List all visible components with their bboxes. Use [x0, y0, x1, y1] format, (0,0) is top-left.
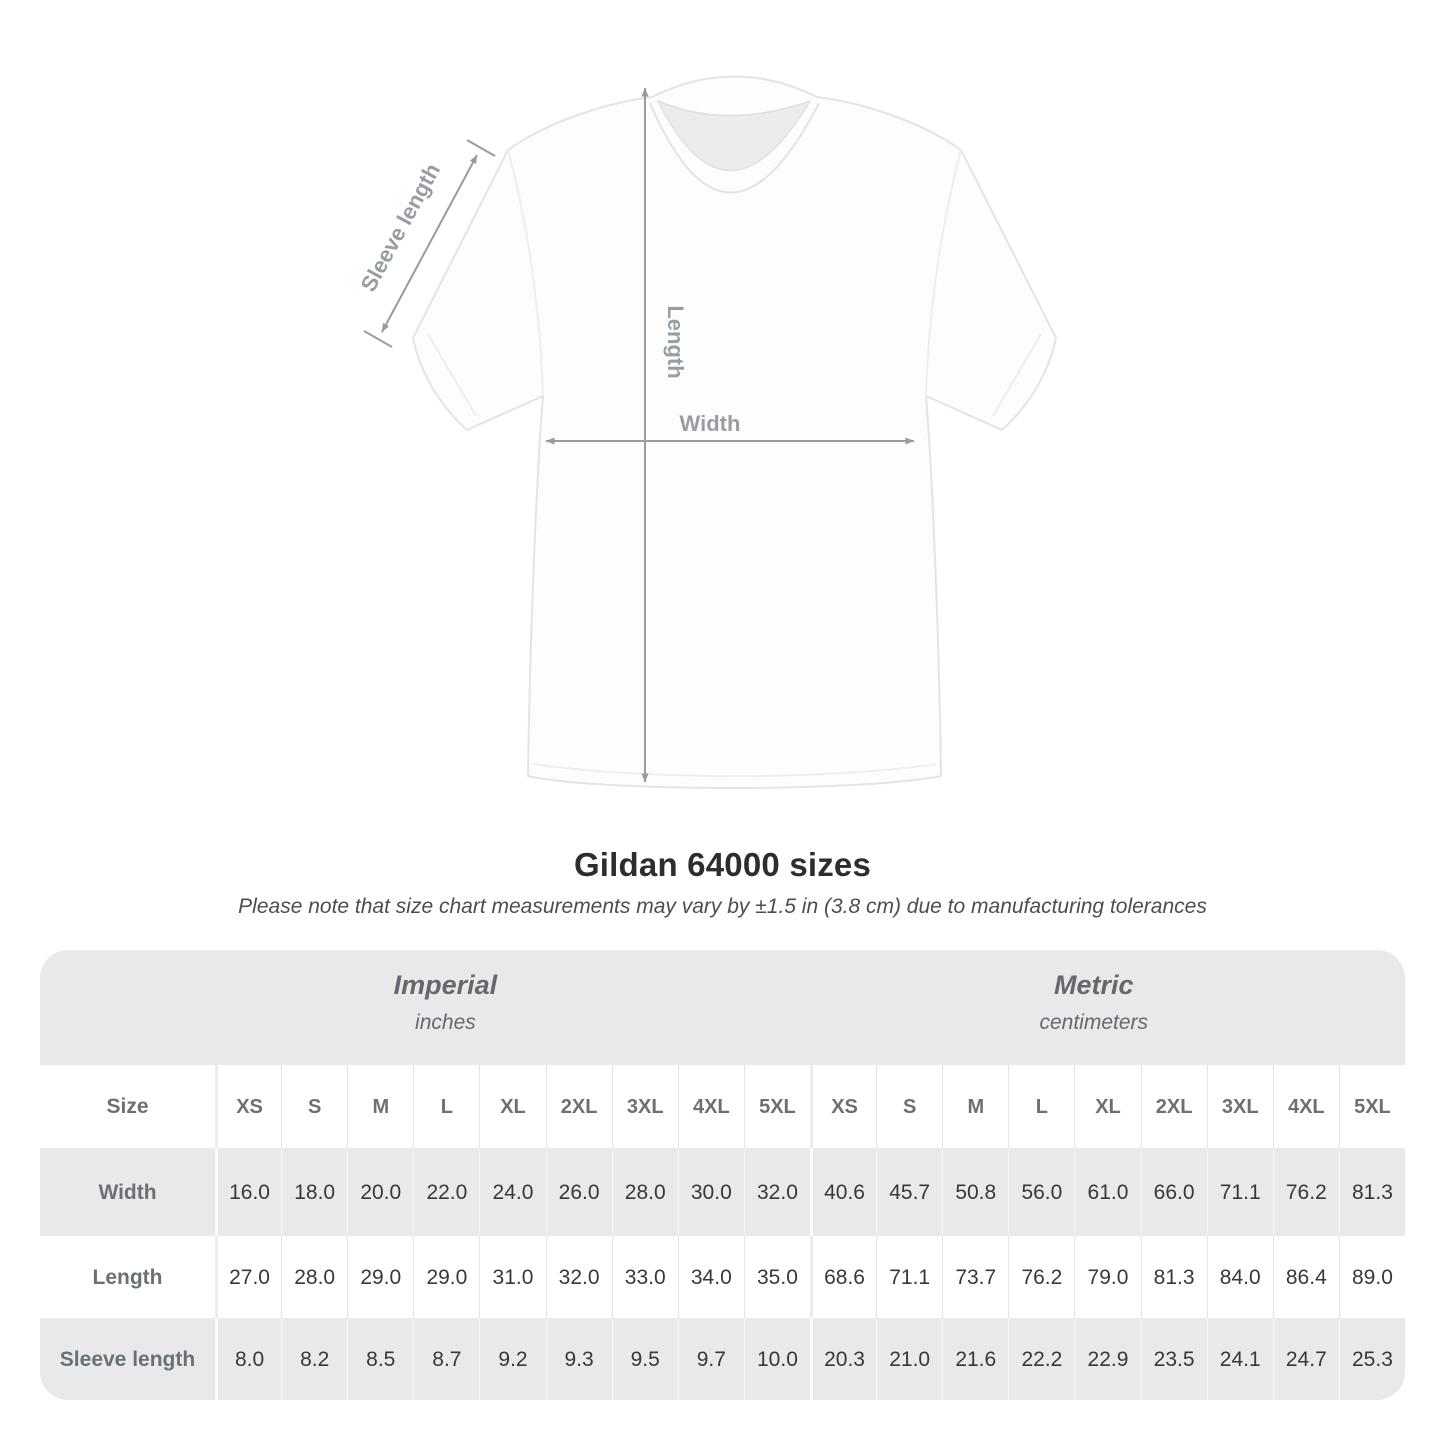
value-cell: 68.6	[810, 1236, 876, 1318]
size-header-cell: 5XL	[1339, 1065, 1405, 1148]
value-cell: 24.1	[1207, 1318, 1273, 1400]
size-header-cell: M	[347, 1065, 413, 1148]
value-cell: 33.0	[612, 1236, 678, 1318]
value-cell: 22.0	[413, 1148, 479, 1236]
metric-header	[1039, 970, 1148, 1035]
value-cell: 28.0	[612, 1148, 678, 1236]
value-cell: 81.3	[1141, 1236, 1207, 1318]
value-cell: 22.2	[1008, 1318, 1074, 1400]
value-cell: 76.2	[1008, 1236, 1074, 1318]
size-header-cell: S	[876, 1065, 942, 1148]
value-cell: 8.2	[281, 1318, 347, 1400]
sleeve-length-label: Sleeve length	[355, 159, 446, 296]
size-header-cell: L	[1008, 1065, 1074, 1148]
value-cell: 9.2	[479, 1318, 545, 1400]
value-cell: 24.7	[1273, 1318, 1339, 1400]
imperial-label: Imperial	[393, 970, 498, 1000]
imperial-sublabel: inches	[415, 1011, 476, 1034]
size-header-cell: L	[413, 1065, 479, 1148]
value-cell: 21.0	[876, 1318, 942, 1400]
size-header-cell: 5XL	[744, 1065, 810, 1148]
size-column-header: Size	[40, 1065, 215, 1148]
row-label-cell: Length	[40, 1236, 215, 1318]
row-label-cell: Width	[40, 1148, 215, 1236]
value-cell: 9.7	[678, 1318, 744, 1400]
length-label: Length	[663, 305, 688, 379]
size-header-cell: S	[281, 1065, 347, 1148]
value-cell: 9.5	[612, 1318, 678, 1400]
sleeve-dimension-cap-top	[467, 140, 495, 156]
value-cell: 86.4	[1273, 1236, 1339, 1318]
size-header-cell: XL	[1074, 1065, 1140, 1148]
value-cell: 40.6	[810, 1148, 876, 1236]
value-cell: 32.0	[744, 1148, 810, 1236]
value-cell: 8.7	[413, 1318, 479, 1400]
value-cell: 21.6	[942, 1318, 1008, 1400]
value-cell: 29.0	[347, 1236, 413, 1318]
value-cell: 22.9	[1074, 1318, 1140, 1400]
imperial-header	[394, 970, 498, 1035]
tolerance-note: Please note that size chart measurements may vary by ±1.5 in (3.8 cm) due to manufacturing tolerances	[238, 895, 1207, 918]
value-cell: 34.0	[678, 1236, 744, 1318]
value-cell: 79.0	[1074, 1236, 1140, 1318]
value-cell: 25.3	[1339, 1318, 1405, 1400]
value-cell: 84.0	[1207, 1236, 1273, 1318]
size-header-cell: M	[942, 1065, 1008, 1148]
size-header-cell: XL	[479, 1065, 545, 1148]
value-cell: 24.0	[479, 1148, 545, 1236]
width-label: Width	[679, 411, 741, 436]
size-header-cell: 3XL	[1207, 1065, 1273, 1148]
value-cell: 27.0	[215, 1236, 281, 1318]
value-cell: 71.1	[876, 1236, 942, 1318]
size-header-cell: XS	[215, 1065, 281, 1148]
page-title: Gildan 64000 sizes	[573, 846, 872, 883]
value-cell: 56.0	[1008, 1148, 1074, 1236]
value-cell: 10.0	[744, 1318, 810, 1400]
value-cell: 89.0	[1339, 1236, 1405, 1318]
value-cell: 61.0	[1074, 1148, 1140, 1236]
value-cell: 45.7	[876, 1148, 942, 1236]
value-cell: 8.0	[215, 1318, 281, 1400]
value-cell: 31.0	[479, 1236, 545, 1318]
value-cell: 28.0	[281, 1236, 347, 1318]
value-cell: 73.7	[942, 1236, 1008, 1318]
value-cell: 81.3	[1339, 1148, 1405, 1236]
value-cell: 76.2	[1273, 1148, 1339, 1236]
value-cell: 50.8	[942, 1148, 1008, 1236]
size-header-cell: 2XL	[546, 1065, 612, 1148]
value-cell: 8.5	[347, 1318, 413, 1400]
value-cell: 20.3	[810, 1318, 876, 1400]
value-cell: 35.0	[744, 1236, 810, 1318]
size-header-cell: 4XL	[1273, 1065, 1339, 1148]
size-header-cell: 4XL	[678, 1065, 744, 1148]
size-header-cell: 2XL	[1141, 1065, 1207, 1148]
sleeve-dimension-cap-bottom	[364, 331, 392, 347]
value-cell: 29.0	[413, 1236, 479, 1318]
value-cell: 32.0	[546, 1236, 612, 1318]
value-cell: 9.3	[546, 1318, 612, 1400]
value-cell: 30.0	[678, 1148, 744, 1236]
value-cell: 66.0	[1141, 1148, 1207, 1236]
value-cell: 26.0	[546, 1148, 612, 1236]
unit-header-band	[40, 950, 1405, 1065]
metric-sublabel: centimeters	[1039, 1011, 1149, 1034]
value-cell: 71.1	[1207, 1148, 1273, 1236]
value-cell: 18.0	[281, 1148, 347, 1236]
value-cell: 20.0	[347, 1148, 413, 1236]
value-cell: 23.5	[1141, 1318, 1207, 1400]
metric-label: Metric	[1053, 970, 1134, 1000]
row-label-cell: Sleeve length	[40, 1318, 215, 1400]
size-header-cell: 3XL	[612, 1065, 678, 1148]
size-header-cell: XS	[810, 1065, 876, 1148]
size-chart-table	[40, 950, 1405, 1400]
value-cell: 16.0	[215, 1148, 281, 1236]
